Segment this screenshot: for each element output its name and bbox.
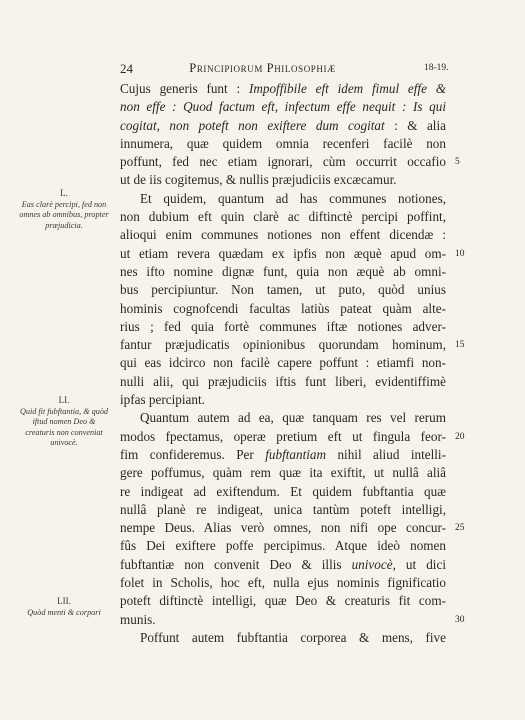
text-line — [120, 537, 446, 555]
text-line — [120, 373, 446, 391]
text-run: fûs Dei exiftere poffe percipimus. Atque ideò nomen — [120, 538, 446, 554]
text-line — [120, 611, 446, 629]
text-line — [120, 263, 446, 281]
text-line — [120, 135, 446, 153]
text-run: folet in Scholis, hoc eft, nulla ejus nominis fignificatio — [120, 575, 446, 591]
text-line — [120, 117, 446, 135]
text-run: nes ifto nomine dignæ funt, quia non æquè ab omni- — [120, 263, 446, 279]
text-run: re indigeat ad exiftendum. Et quidem fubftantia quæ — [120, 483, 446, 499]
text-line — [120, 629, 446, 647]
text-line — [120, 428, 446, 446]
line-number: 25 — [455, 523, 465, 534]
text-line — [120, 592, 446, 610]
text-line — [120, 501, 446, 519]
text-run: munis. — [120, 611, 156, 627]
line-number: 5 — [455, 157, 460, 168]
text-line — [120, 354, 446, 372]
page-number: 24 — [120, 61, 133, 76]
italic-phrase: non effe : Quod factum eft, infectum effe nequit : Is qui — [120, 99, 446, 115]
text-line — [120, 483, 446, 501]
section-range: 18-19. — [424, 63, 449, 73]
text-run: poteft diftinctè intelligi, quæ Deo & creaturis fit com- — [120, 593, 446, 609]
text-line — [120, 281, 446, 299]
italic-phrase: univocè — [351, 556, 393, 572]
line-number: 30 — [455, 614, 465, 625]
italic-phrase: cogitat, non poteft non exiftere dum cogitat — [120, 117, 385, 133]
text-run: nempe Deus. Alias verò omnes, non nifi ope concur- — [120, 520, 446, 536]
line-number: 15 — [455, 340, 465, 351]
text-run: innumera, quæ quidem omnia recenferi facilè non — [120, 135, 446, 151]
margin-note-number: L. — [60, 188, 68, 198]
margin-note-l — [18, 188, 110, 231]
text-run: fubftantiæ non convenit Deo & illis — [120, 556, 352, 572]
margin-note-number: LI. — [58, 395, 70, 405]
text-line — [120, 171, 446, 189]
text-line — [120, 574, 446, 592]
text-line — [120, 409, 446, 427]
text-run: : & alia — [384, 117, 446, 133]
text-run: Quantum autem ad ea, quæ tanquam res vel rerum — [140, 410, 446, 426]
text-run: nihil aliud intelli- — [326, 446, 446, 462]
text-line — [120, 80, 446, 98]
italic-phrase: fubftantiam — [265, 446, 327, 462]
page-header — [0, 61, 525, 79]
text-run: non dubium eft quin clarè ac diftinctè percipi poffint, — [120, 209, 446, 225]
italic-phrase: Impoffibile eft idem fimul effe & — [248, 81, 446, 96]
text-run: nullâ planè re indigeat, unica tantùm poteft intelligi, — [120, 501, 446, 517]
text-line — [120, 153, 446, 171]
text-line — [120, 190, 446, 208]
text-line — [120, 556, 446, 574]
text-line — [120, 464, 446, 482]
line-number: 20 — [455, 431, 465, 442]
text-run: fantur præjudicatis opinionibus quorundam hominum, — [120, 337, 446, 353]
margin-note-lii — [18, 596, 110, 618]
margin-note-text: Eas clarè percipi, fed non omnes ab omnibus, propter præjudicia. — [19, 199, 109, 230]
margin-note-text: Quid fit fubftantia, & quòd iftud nomen Deo & creaturis non conveniat univocè. — [19, 406, 109, 447]
text-line — [120, 446, 446, 464]
text-run: rius ; fed quia fortè communes iftæ notiones adver- — [120, 318, 446, 334]
margin-note-text: Quòd menti & corpori — [27, 607, 101, 617]
margin-note-li — [18, 395, 110, 449]
margin-note-number: LII. — [57, 596, 71, 606]
text-run: fim confideremus. Per — [120, 446, 266, 462]
text-run: Cujus generis funt : — [120, 81, 249, 96]
text-run: nulli alii, qui præjudiciis iftis funt liberi, evidentiffimè — [120, 373, 446, 389]
text-run: poffunt, fed nec etiam ignorari, cùm occurrit occafio — [120, 154, 446, 170]
text-run: Poffunt autem fubftantia corporea & mens, five — [140, 629, 446, 645]
line-number: 10 — [455, 248, 465, 259]
text-run: Et quidem, quantum ad has communes notiones, — [140, 190, 446, 206]
text-line — [120, 391, 446, 409]
text-run: ut de iis cogitemus, & nullis præjudiciis excæcamur. — [120, 172, 397, 188]
text-line — [120, 300, 446, 318]
text-run: hominis cognofcendi facultas latiùs pateat quàm alte- — [120, 300, 446, 316]
text-run: ipfas percipiant. — [120, 392, 205, 408]
text-line — [120, 336, 446, 354]
main-text — [120, 80, 446, 647]
text-line — [120, 519, 446, 537]
text-line — [120, 245, 446, 263]
text-run: qui eas idcirco non facilè capere poffunt : etiamfi non- — [120, 355, 446, 371]
text-line — [120, 208, 446, 226]
text-run: gere poffumus, quàm rem quæ ita exiftit, ut nullâ aliâ — [120, 465, 446, 481]
text-run: ut etiam revera quædam ex ipfis non æquè apud om- — [120, 245, 446, 261]
running-title: Principiorum Philosophiæ — [189, 61, 336, 75]
text-line — [120, 98, 446, 116]
text-run: , ut dici — [392, 556, 446, 572]
text-line — [120, 226, 446, 244]
text-run: alioqui enim communes notiones non effent dicendæ : — [120, 227, 446, 243]
text-run: bus percipiuntur. Non tamen, ut puto, quòd unius — [120, 282, 446, 298]
text-line — [120, 318, 446, 336]
text-run: modos fpectamus, operæ pretium eft ut fingula feor- — [120, 428, 446, 444]
